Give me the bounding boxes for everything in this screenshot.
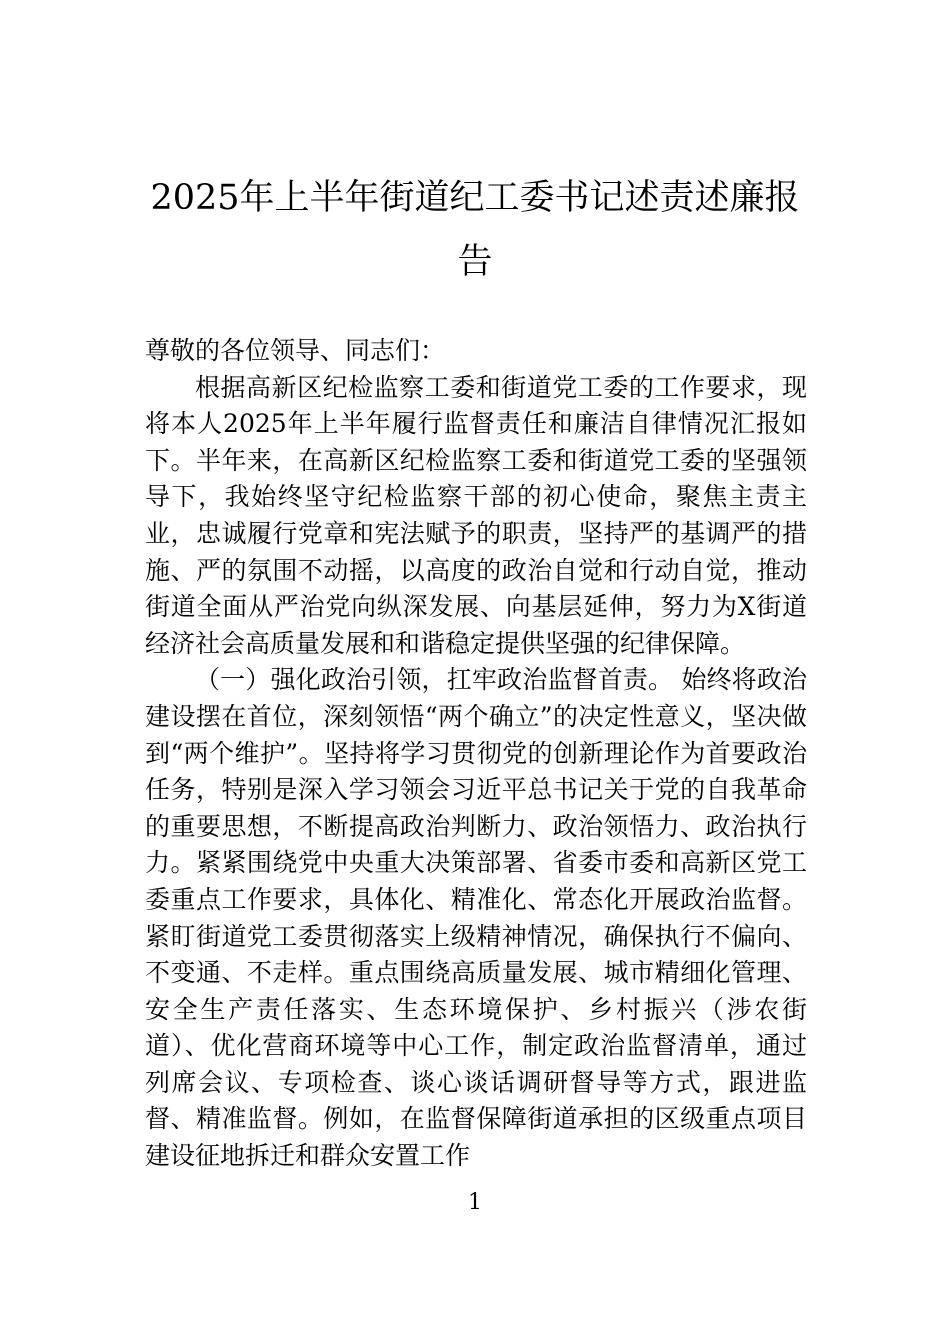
- paragraph-political-supervision: （一）强化政治引领，扛牢政治监督首责。 始终将政治建设摆在首位，深刻领悟“两个确立”的决定性意义，坚决做到“两个维护”。坚持将学习贯彻党的创新理论作为首要政治任务，特别是深入学习领会习近平总书记关于党的自我革命的重要思想，不断提高政治判断力、政治领悟力、政治执行力。紧紧围绕党中央重大决策部署、省委市委和高新区党工委重点工作要求，具体化、精准化、常态化开展政治监督。紧盯街道党工委贯彻落实上级精神情况，确保执行不偏向、不变通、不走样。重点围绕高质量发展、城市精细化管理、安全生产责任落实、生态环境保护、乡村振兴（涉农街道）、优化营商环境等中心工作，制定政治监督清单，通过列席会议、专项检查、谈心谈话调研督导等方式，跟进监督、精准监督。例如，在监督保障街道承担的区级重点项目建设征地拆迁和群众安置工作: [145, 665, 807, 1171]
- paragraph-intro: 根据高新区纪检监察工委和街道党工委的工作要求，现将本人2025年上半年履行监督责任和廉洁自律情况汇报如下。半年来，在高新区纪检监察工委和街道党工委的坚强领导下，我始终坚守纪检监察干部的初心使命，聚焦主责主业，忠诚履行党章和宪法赋予的职责，坚持严的基调严的措施、严的氛围不动摇，以高度的政治自觉和行动自觉，推动街道全面从严治党向纵深发展、向基层延伸，努力为X街道经济社会高质量发展和和谐稳定提供坚强的纪律保障。: [145, 372, 807, 658]
- document-body: [145, 333, 807, 1175]
- page-number: 1: [468, 1190, 482, 1215]
- salutation: 尊敬的各位领导、同志们：: [145, 336, 446, 365]
- document-title: 2025年上半年街道纪工委书记述责述廉报告: [150, 178, 800, 282]
